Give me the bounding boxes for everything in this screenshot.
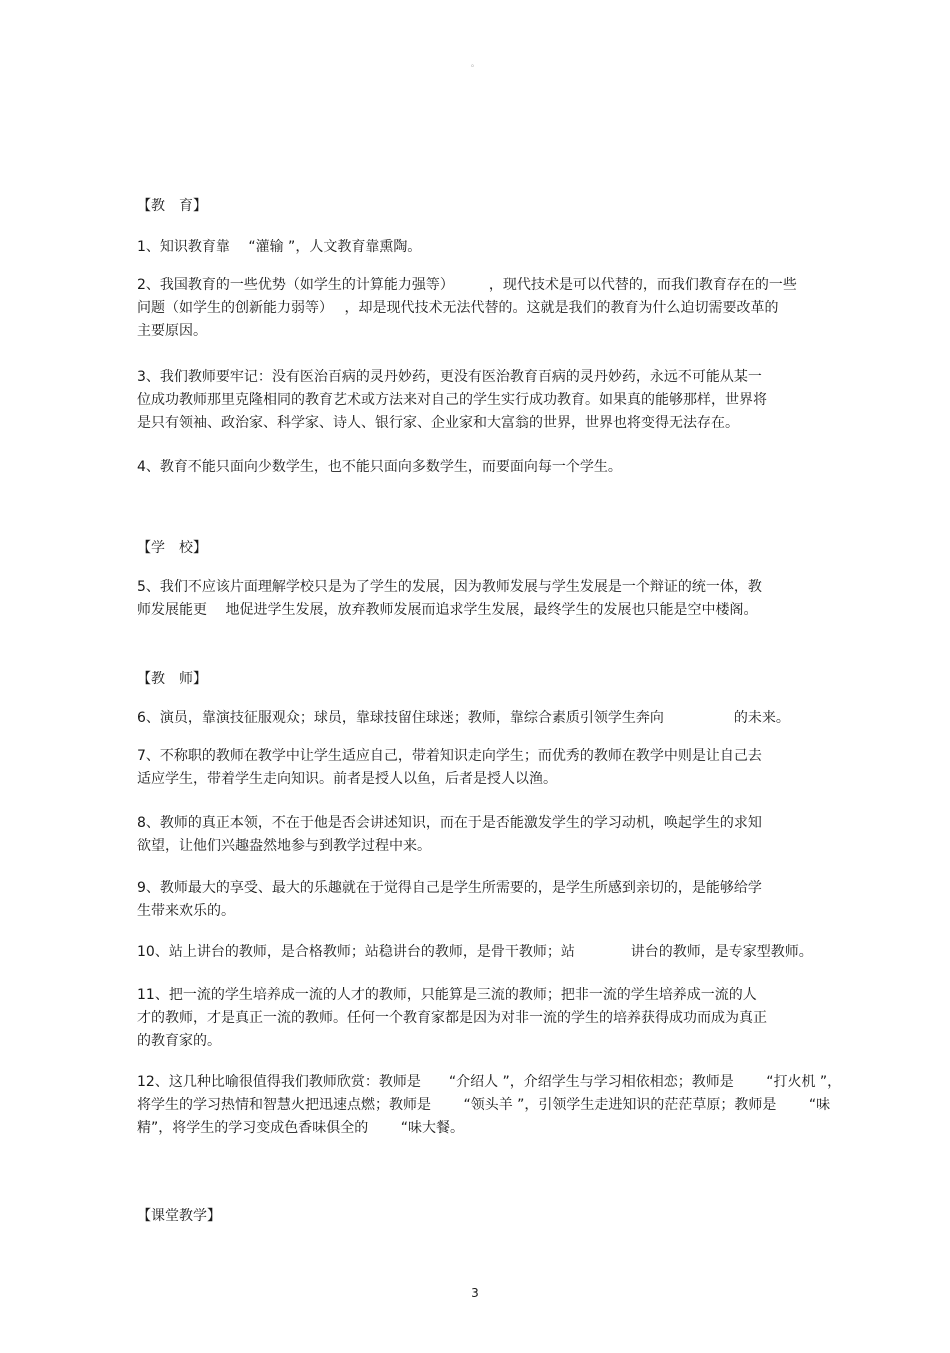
paragraph-line: 是只有领袖、政治家、科学家、诗人、银行家、企业家和大富翁的世界，世界也将变得无法存在。	[137, 415, 739, 431]
paragraph-line: 将学生的学习热情和智慧火把迅速点燃；教师是 “领头羊 ”，引领学生走进知识的茫茫草原；教师是 “味	[137, 1097, 831, 1113]
paragraph-11	[137, 984, 877, 1053]
section-heading-education: 【教 育】	[137, 198, 207, 214]
section-heading-teacher: 【教 师】	[137, 671, 207, 687]
paragraph-line: 师发展能更 地促进学生发展，放弃教师发展而追求学生发展，最终学生的发展也只能是空中楼阁。	[137, 602, 758, 618]
paragraph-line: 5、我们不应该片面理解学校只是为了学生的发展，因为教师发展与学生发展是一个辩证的统一体，教	[137, 579, 762, 595]
paragraph-line: 的教育家的。	[137, 1033, 221, 1049]
paragraph-line: 位成功教师那里克隆相同的教育艺术或方法来对自己的学生实行成功教育。如果真的能够那样，世界将	[137, 392, 767, 408]
paragraph-line: 3、我们教师要牢记：没有医治百病的灵丹妙药，更没有医治教育百病的灵丹妙药，永远不可能从某一	[137, 369, 762, 385]
paragraph-line: 12、这几种比喻很值得我们教师欣赏：教师是 “介绍人 ”，介绍学生与学习相依相恋；教师是 “打火机 ”，	[137, 1074, 842, 1090]
paragraph-line: 9、教师最大的享受、最大的乐趣就在于觉得自己是学生所需要的，是学生所感到亲切的，是能够给学	[137, 880, 762, 896]
paragraph-line: 欲望，让他们兴趣盎然地参与到教学过程中来。	[137, 838, 431, 854]
paragraph-line: 精”，将学生的学习变成色香味俱全的 “味大餐。	[137, 1120, 464, 1136]
paragraph-12	[137, 1071, 877, 1140]
paragraph-1	[137, 236, 877, 259]
paragraph-line: 11、把一流的学生培养成一流的人才的教师，只能算是三流的教师；把非一流的学生培养成一流的人	[137, 987, 757, 1003]
paragraph-2	[137, 274, 877, 343]
paragraph-line: 适应学生，带着学生走向知识。前者是授人以鱼，后者是授人以渔。	[137, 771, 557, 787]
paragraph-8	[137, 812, 877, 858]
paragraph-line: 8、教师的真正本领，不在于他是否会讲述知识，而在于是否能激发学生的学习动机，唤起学生的求知	[137, 815, 762, 831]
paragraph-line: 主要原因。	[137, 323, 207, 339]
paragraph-line: 4、教育不能只面向少数学生，也不能只面向多数学生，而要面向每一个学生。	[137, 459, 622, 475]
paragraph-6	[137, 707, 877, 730]
section-heading-classroom-teaching: 【课堂教学】	[137, 1208, 221, 1224]
header-mark: 。	[471, 59, 479, 68]
paragraph-line: 问题（如学生的创新能力弱等） ，却是现代技术无法代替的。这就是我们的教育为什么迫切需要改革的	[137, 300, 779, 316]
paragraph-line: 1、知识教育靠 “灌输 ”，人文教育靠熏陶。	[137, 239, 422, 255]
paragraph-line: 7、不称职的教师在教学中让学生适应自己，带着知识走向学生；而优秀的教师在教学中则是让自己去	[137, 748, 762, 764]
paragraph-line: 6、演员，靠演技征服观众；球员，靠球技留住球迷；教师，靠综合素质引领学生奔向 的未来。	[137, 710, 790, 726]
paragraph-line: 2、我国教育的一些优势（如学生的计算能力强等） ，现代技术是可以代替的，而我们教育存在的一些	[137, 277, 797, 293]
paragraph-line: 才的教师，才是真正一流的教师。任何一个教育家都是因为对非一流的学生的培养获得成功而成为真正	[137, 1010, 767, 1026]
page-number: 3	[471, 1286, 479, 1300]
paragraph-10	[137, 941, 877, 964]
paragraph-4	[137, 456, 877, 479]
paragraph-5	[137, 576, 877, 622]
paragraph-line: 10、站上讲台的教师，是合格教师；站稳讲台的教师，是骨干教师；站 讲台的教师，是专家型教师。	[137, 944, 813, 960]
paragraph-7	[137, 745, 877, 791]
section-heading-school: 【学 校】	[137, 540, 207, 556]
paragraph-3	[137, 366, 877, 435]
paragraph-line: 生带来欢乐的。	[137, 903, 235, 919]
paragraph-9	[137, 877, 877, 923]
